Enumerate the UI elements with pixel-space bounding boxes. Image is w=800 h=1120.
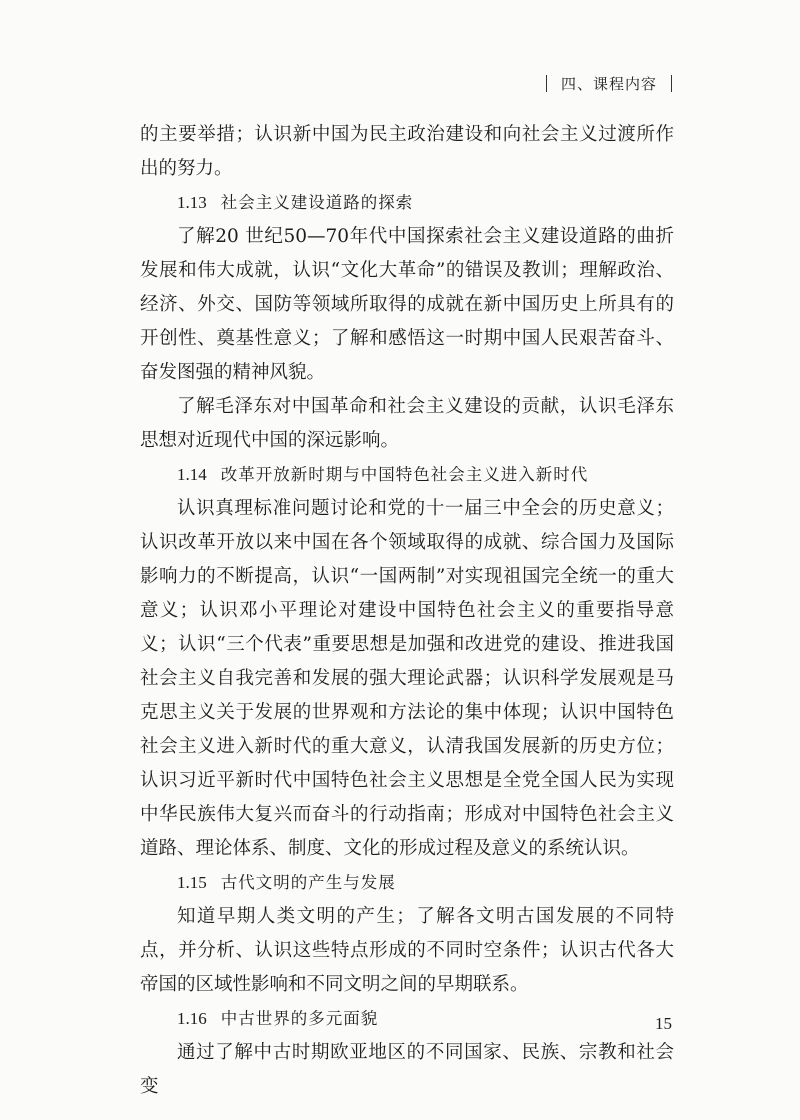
section-heading-1-15	[140, 866, 674, 900]
running-header	[546, 73, 672, 94]
paragraph: 知道早期人类文明的产生；了解各文明古国发展的不同特点，并分析、认识这些特点形成的不同时空条件；认识古代各大帝国的区域性影响和不同文明之间的早期联系。	[140, 906, 674, 995]
section-heading-1-16	[140, 1002, 674, 1036]
paragraph: 的主要举措；认识新中国为民主政治建设和向社会主义过渡所作出的努力。	[140, 124, 674, 179]
page-number: 15	[655, 1014, 672, 1033]
section-heading-1-13	[140, 186, 674, 220]
header-divider-left	[546, 75, 547, 92]
section-title: 改革开放新时期与中国特色社会主义进入新时代	[220, 465, 589, 484]
section-title: 古代文明的产生与发展	[220, 873, 396, 892]
paragraph: 认识真理标准问题讨论和党的十一届三中全会的历史意义；认识改革开放以来中国在各个领域取得的成就、综合国力及国际影响力的不断提高，认识“一国两制”对实现祖国完全统一的重大意义；认识邓小平理论对建设中国特色社会主义的重要指导意义；认识“三个代表”重要思想是加强和改进党的建设、推进我国社会主义自我完善和发展的强大理论武器；认识科学发展观是马克思主义关于发展的世界观和方法论的集中体现；认识中国特色社会主义进入新时代的重大意义，认清我国发展新的历史方位；认识习近平新时代中国特色社会主义思想是全党全国人民为实现中华民族伟大复兴而奋斗的行动指南；形成对中国特色社会主义道路、理论体系、制度、文化的形成过程及意义的系统认识。	[140, 498, 674, 859]
paragraph: 了解毛泽东对中国革命和社会主义建设的贡献，认识毛泽东思想对近现代中国的深远影响。	[140, 396, 674, 451]
section-number: 1.13	[177, 193, 207, 212]
section-heading-1-14	[140, 458, 674, 492]
paragraph: 了解20 世纪50—70年代中国探索社会主义建设道路的曲折发展和伟大成就，认识“文化大革命”的错误及教训；理解政治、经济、外交、国防等领域所取得的成就在新中国历史上所具有的开创性、奠基性意义；了解和感悟这一时期中国人民艰苦奋斗、奋发图强的精神风貌。	[140, 226, 674, 383]
section-number: 1.16	[177, 1009, 207, 1028]
section-title: 中古世界的多元面貌	[220, 1009, 379, 1028]
page-body	[140, 118, 674, 1104]
header-section-title: 四、课程内容	[560, 75, 657, 93]
section-title: 社会主义建设道路的探索	[220, 193, 414, 212]
section-number: 1.14	[177, 465, 207, 484]
section-number: 1.15	[177, 873, 207, 892]
header-divider-right	[671, 75, 672, 92]
paragraph: 通过了解中古时期欧亚地区的不同国家、民族、宗教和社会变	[140, 1042, 674, 1097]
